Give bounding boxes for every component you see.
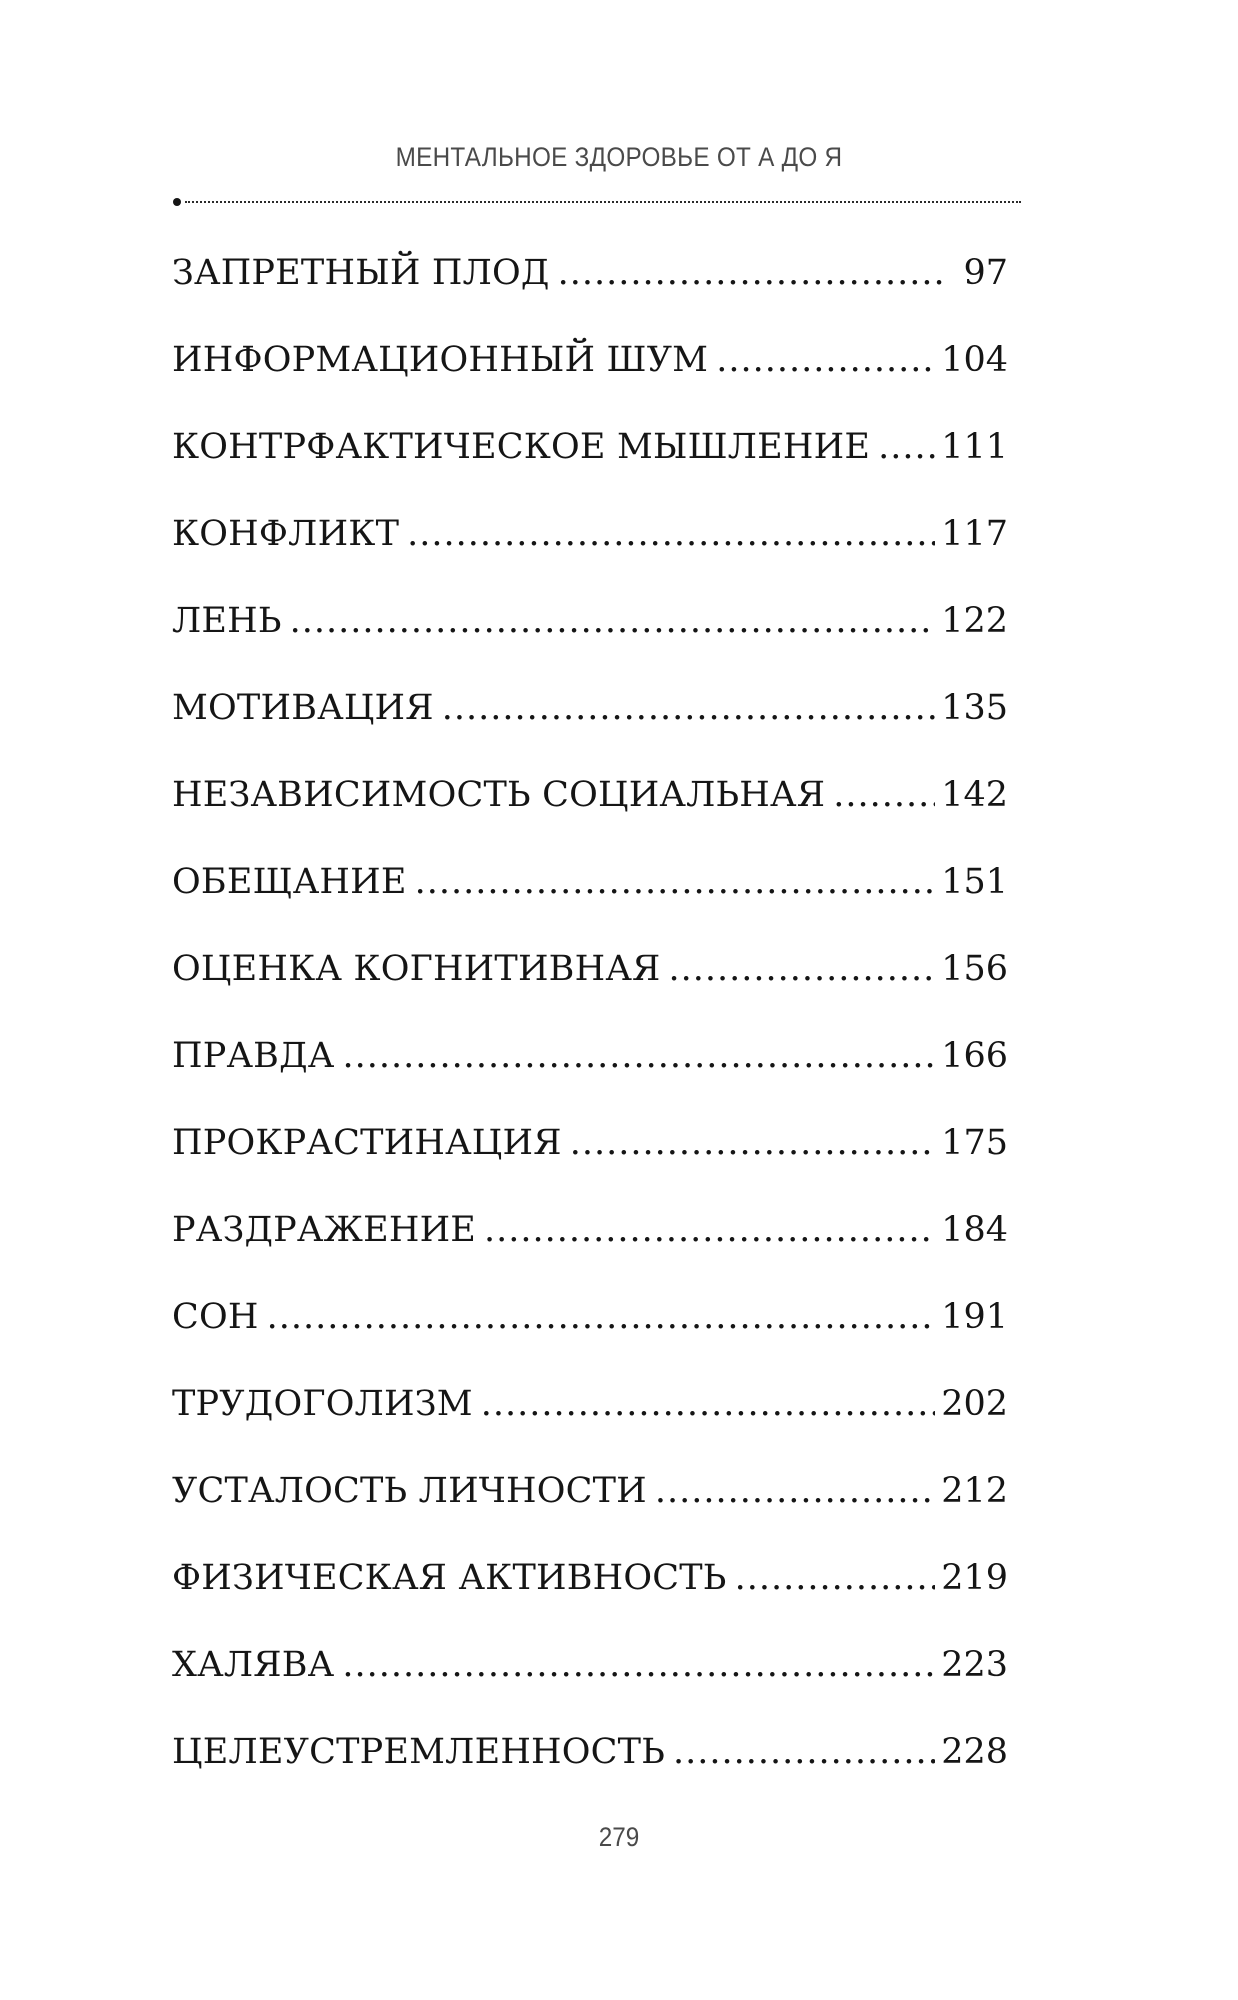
- toc-entry-title: ОЦЕНКА КОГНИТИВНАЯ: [172, 949, 661, 989]
- bullet-dot-icon: [173, 198, 181, 206]
- toc-entry[interactable]: [172, 1548, 1008, 1635]
- toc-entry[interactable]: [172, 852, 1008, 939]
- toc-dot-leader: [735, 1548, 936, 1608]
- toc-entry[interactable]: [172, 504, 1008, 591]
- toc-entry-page: 97: [963, 253, 1008, 293]
- toc-dot-leader: [673, 1722, 935, 1782]
- toc-entry[interactable]: [172, 1461, 1008, 1548]
- toc-dot-leader: [290, 591, 936, 651]
- toc-dot-leader: [878, 417, 935, 477]
- toc-entry-title: МОТИВАЦИЯ: [172, 688, 434, 728]
- toc-entry[interactable]: [172, 1026, 1008, 1113]
- toc-entry-title: ИНФОРМАЦИОННЫЙ ШУМ: [172, 340, 709, 380]
- toc-entry-title: ЛЕНЬ: [172, 601, 282, 641]
- toc-entry-title: СОН: [172, 1297, 259, 1337]
- toc-entry-title: ХАЛЯВА: [172, 1645, 335, 1685]
- toc-entry[interactable]: [172, 1287, 1008, 1374]
- toc-dot-leader: [655, 1461, 935, 1521]
- toc-entry-page: 212: [941, 1471, 1008, 1511]
- toc-entry-title: ФИЗИЧЕСКАЯ АКТИВНОСТЬ: [172, 1558, 727, 1598]
- toc-entry-page: 228: [941, 1732, 1008, 1772]
- toc-entry-page: 142: [941, 775, 1008, 815]
- toc-entry-page: 166: [941, 1036, 1008, 1076]
- toc-entry-page: 202: [941, 1384, 1008, 1424]
- toc-dot-leader: [342, 1026, 935, 1086]
- toc-dot-leader: [558, 243, 946, 303]
- toc-entry-title: ЗАПРЕТНЫЙ ПЛОД: [172, 253, 550, 293]
- toc-entry[interactable]: [172, 1200, 1008, 1287]
- toc-entry[interactable]: [172, 765, 1008, 852]
- toc-entry-page: 122: [941, 601, 1008, 641]
- toc-dot-leader: [407, 504, 935, 564]
- toc-entry-page: 175: [941, 1123, 1008, 1163]
- page-number: 279: [598, 1822, 640, 1852]
- toc-dot-leader: [415, 852, 936, 912]
- running-head: МЕНТАЛЬНОЕ ЗДОРОВЬЕ ОТ А ДО Я: [395, 142, 843, 172]
- dotted-line: [185, 201, 1021, 203]
- toc-entry-title: ТРУДОГОЛИЗМ: [172, 1384, 473, 1424]
- toc-entry-page: 156: [941, 949, 1008, 989]
- toc-entry-title: ПРАВДА: [172, 1036, 335, 1076]
- toc-entry-page: 184: [941, 1210, 1008, 1250]
- toc-entry-page: 219: [941, 1558, 1008, 1598]
- toc-entry-title: ОБЕЩАНИЕ: [172, 862, 407, 902]
- toc-dot-leader: [833, 765, 935, 825]
- toc-dot-leader: [484, 1200, 935, 1260]
- toc-entry[interactable]: [172, 939, 1008, 1026]
- toc-entry[interactable]: [172, 417, 1008, 504]
- toc-entry-title: ПРОКРАСТИНАЦИЯ: [172, 1123, 562, 1163]
- toc-entry-page: 223: [941, 1645, 1008, 1685]
- toc-entry[interactable]: [172, 1374, 1008, 1461]
- toc-entry[interactable]: [172, 330, 1008, 417]
- toc-entry-page: 117: [941, 514, 1008, 554]
- toc-entry[interactable]: [172, 243, 1008, 330]
- toc-entry[interactable]: [172, 678, 1008, 765]
- toc-entry-title: ЦЕЛЕУСТРЕМЛЕННОСТЬ: [172, 1732, 665, 1772]
- toc-entry-title: КОНФЛИКТ: [172, 514, 400, 554]
- toc-entry-title: УСТАЛОСТЬ ЛИЧНОСТИ: [172, 1471, 647, 1511]
- toc-entry[interactable]: [172, 1722, 1008, 1809]
- toc-entry[interactable]: [172, 1113, 1008, 1200]
- toc-entry[interactable]: [172, 591, 1008, 678]
- toc-entry-title: КОНТРФАКТИЧЕСКОЕ МЫШЛЕНИЕ: [172, 427, 871, 467]
- toc-entry-title: РАЗДРАЖЕНИЕ: [172, 1210, 477, 1250]
- toc-dot-leader: [267, 1287, 936, 1347]
- toc-entry-page: 104: [941, 340, 1008, 380]
- toc-dot-leader: [716, 330, 935, 390]
- toc-dot-leader: [481, 1374, 935, 1434]
- toc-entry-page: 191: [941, 1297, 1008, 1337]
- toc-dot-leader: [669, 939, 936, 999]
- toc-dot-leader: [342, 1635, 935, 1695]
- toc-entry-title: НЕЗАВИСИМОСТЬ СОЦИАЛЬНАЯ: [172, 775, 826, 815]
- toc-entry-page: 151: [941, 862, 1008, 902]
- toc-entry-page: 111: [941, 427, 1008, 467]
- toc-dot-leader: [570, 1113, 935, 1173]
- toc-dot-leader: [442, 678, 935, 738]
- toc-entry[interactable]: [172, 1635, 1008, 1722]
- toc-entry-page: 135: [941, 688, 1008, 728]
- table-of-contents: [172, 243, 1008, 1809]
- header-dotted-rule: [173, 198, 1021, 204]
